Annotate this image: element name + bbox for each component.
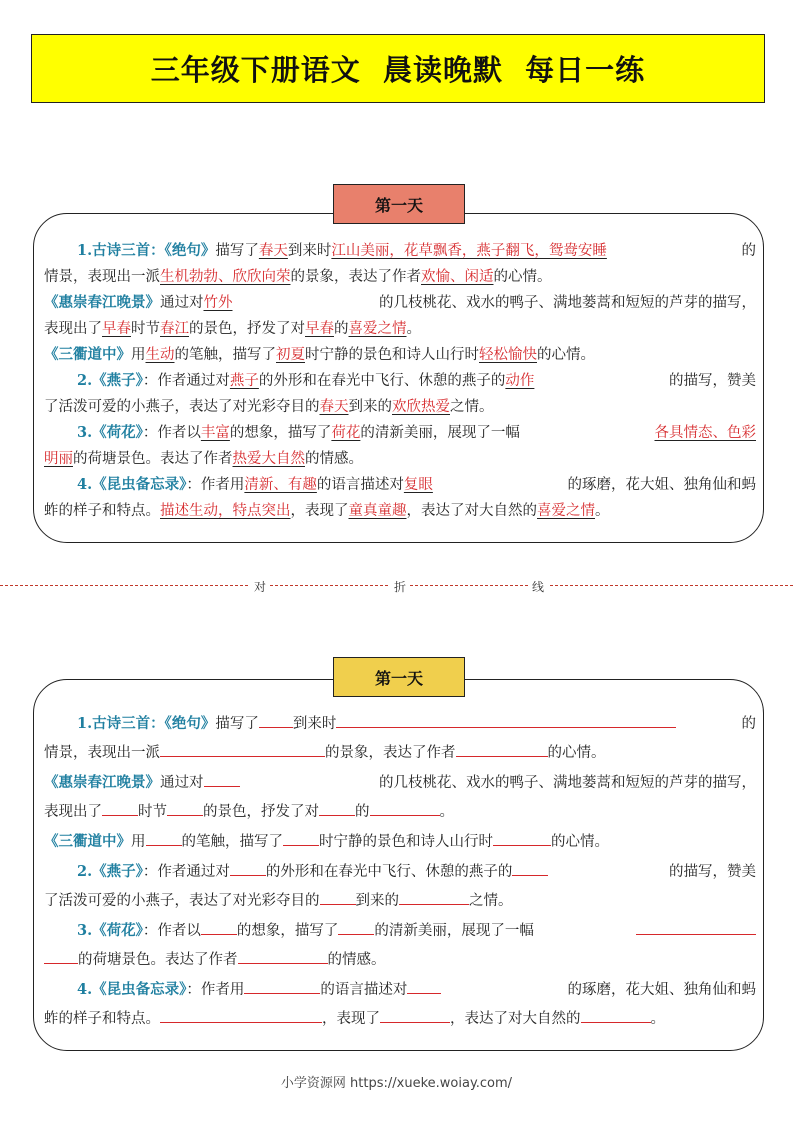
fill-blank[interactable]	[338, 919, 374, 935]
answer-line-3: 《惠崇春江晚景》通过对竹外 的几枝桃花、戏水的鸭子、满地蒌蒿和短短的芦芽的描写，	[44, 294, 756, 311]
practice-line-9: 的荷塘景色。表达了作者 的情感。	[44, 946, 756, 976]
poem-heading: 《惠崇春江晚景》	[44, 774, 160, 792]
fill-blank[interactable]	[146, 830, 182, 846]
fill-blank[interactable]	[201, 919, 237, 935]
answer-blank: 早春	[102, 321, 131, 337]
fill-blank[interactable]	[512, 860, 548, 876]
answer-blank: 喜爱之情	[537, 503, 595, 519]
answer-blank: 竹外	[203, 295, 233, 311]
practice-line-3: 《惠崇春江晚景》通过对 的几枝桃花、戏水的鸭子、满地蒌蒿和短短的芦芽的描写，	[44, 768, 756, 798]
fold-label: 折	[390, 578, 410, 595]
answer-blank: 欢愉、闲适	[421, 269, 494, 285]
practice-line-6: 2.《燕子》：作者通过对 的外形和在春光中飞行、休憩的燕子的 的描写，赞美	[44, 857, 756, 887]
answer-blank: 春天	[319, 399, 349, 415]
poem-heading: 《三衢道中》	[44, 346, 131, 363]
fill-blank[interactable]	[244, 978, 320, 994]
fill-blank[interactable]	[320, 889, 356, 905]
practice-line-1: 1.古诗三首：《绝句》描写了 到来时 的	[44, 709, 756, 739]
fill-blank[interactable]	[204, 771, 240, 787]
item-number: 2.	[77, 862, 93, 880]
item-number: 1.	[77, 242, 93, 259]
answer-blank: 生动	[145, 347, 175, 363]
practice-line-8: 3.《荷花》：作者以 的想象，描写了 的清新美丽，展现了一幅	[44, 916, 756, 946]
fill-blank[interactable]	[160, 741, 325, 757]
fold-label: 线	[528, 578, 548, 595]
answer-blank: 清新、有趣	[244, 477, 317, 493]
day-label-answer: 第一天	[333, 184, 465, 224]
poem-heading: 《燕子》	[92, 862, 143, 880]
answer-blank: 复眼	[403, 477, 433, 493]
answer-blank: 描述生动，特点突出	[160, 503, 291, 519]
answer-line-7: 了活泼可爱的小燕子，表达了对光彩夺目的 春天 到来的 欢欣热爱 之情。	[44, 394, 756, 420]
fill-blank[interactable]	[456, 741, 548, 757]
fill-blank[interactable]	[319, 800, 355, 816]
answer-line-5: 《三衢道中》 用 生动 的笔触，描写了 初夏 时宁静的景色和诗人山行时 轻松愉快 的心情。	[44, 342, 756, 368]
answer-blank: 早春	[305, 321, 334, 337]
answer-line-2: 情景，表现出一派 生机勃勃、欣欣向荣 的景象，表达了作者 欢愉、闲适 的心情。	[44, 264, 756, 290]
fill-blank[interactable]	[160, 1007, 322, 1023]
answer-blank: 欢欣热爱	[392, 399, 450, 415]
poem-heading: 古诗三首：《绝句》	[92, 242, 216, 259]
answer-blank: 燕子	[229, 373, 259, 389]
poem-heading: 《荷花》	[92, 424, 143, 441]
item-number: 3.	[77, 922, 93, 940]
answer-line-11: 蚱的样子和特点。 描述生动，特点突出 ，表现了 童真童趣 ，表达了对大自然的 喜爱之情 。	[44, 498, 756, 524]
poem-heading: 《荷花》	[92, 922, 143, 940]
practice-line-2: 情景，表现出一派 的景象，表达了作者 的心情。	[44, 739, 756, 769]
fill-blank[interactable]	[636, 919, 756, 935]
footer-source: 小学资源网 https://xueke.woiay.com/	[280, 1076, 513, 1091]
answer-blank: 各具情态、色彩	[654, 425, 756, 441]
practice-line-10: 4.《昆虫备忘录》：作者用 的语言描述对 的琢磨，花大姐、独角仙和蚂	[44, 975, 756, 1005]
answer-blank: 荷花	[331, 425, 361, 441]
practice-line-11: 蚱的样子和特点。 ，表现了 ，表达了对大自然的 。	[44, 1005, 756, 1035]
poem-heading: 《三衢道中》	[44, 833, 131, 851]
answer-blank: 春天	[258, 243, 288, 259]
answer-blank: 动作	[505, 373, 535, 389]
answer-blank: 江山美丽，花草飘香，燕子翻飞，鸳鸯安睡	[331, 243, 607, 259]
fill-blank[interactable]	[238, 948, 328, 964]
page-title-banner	[31, 34, 765, 103]
poem-heading: 《燕子》	[92, 372, 143, 389]
answer-line-4: 表现出了 早春 时节 春江 的景色，抒发了对 早春 的 喜爱之情 。	[44, 316, 756, 342]
answer-line-9: 明丽 的荷塘景色。表达了作者 热爱大自然 的情感。	[44, 446, 756, 472]
item-number: 3.	[77, 424, 93, 441]
fill-blank[interactable]	[370, 800, 440, 816]
fill-blank[interactable]	[380, 1007, 450, 1023]
answer-line-10: 4.《昆虫备忘录》：作者用清新、有趣的语言描述对复眼 的琢磨，花大姐、独角仙和蚂	[77, 476, 756, 493]
answer-blank: 生机勃勃、欣欣向荣	[160, 269, 291, 285]
fill-blank[interactable]	[283, 830, 319, 846]
answer-line-6: 2.《燕子》：作者通过对燕子的外形和在春光中飞行、休憩的燕子的动作 的描写，赞美	[77, 372, 756, 389]
answer-blank: 春江	[160, 321, 189, 337]
day-label-practice: 第一天	[333, 657, 465, 697]
answer-blank: 童真童趣	[348, 503, 407, 519]
answer-blank: 喜爱之情	[348, 321, 407, 337]
page-title: 三年级下册语文 晨读晚默 每日一练	[150, 53, 646, 87]
answer-line-8: 3.《荷花》：作者以丰富的想象，描写了荷花的清新美丽，展现了一幅 各具情态、色彩	[44, 420, 756, 446]
practice-line-4: 表现出了 时节 的景色，抒发了对 的 。	[44, 798, 756, 828]
answer-line-1: 1.古诗三首：《绝句》描写了春天到来时江山美丽，花草飘香，燕子翻飞，鸳鸯安睡 的	[77, 242, 756, 259]
item-number: 2.	[77, 372, 93, 389]
fill-blank[interactable]	[493, 830, 551, 846]
item-number: 4.	[77, 981, 93, 999]
fill-blank[interactable]	[102, 800, 138, 816]
practice-line-5: 《三衢道中》 用 的笔触，描写了 时宁静的景色和诗人山行时 的心情。	[44, 827, 756, 857]
poem-heading: 古诗三首：《绝句》	[92, 715, 216, 732]
item-number: 4.	[77, 476, 93, 493]
practice-text	[44, 709, 756, 1035]
poem-heading: 《惠崇春江晚景》	[44, 294, 160, 311]
poem-heading: 《昆虫备忘录》	[92, 981, 187, 999]
answer-text	[44, 238, 756, 524]
answer-blank: 明丽	[44, 451, 73, 467]
fill-blank[interactable]	[399, 889, 469, 905]
answer-blank: 轻松愉快	[479, 347, 537, 363]
fill-blank[interactable]	[259, 712, 293, 728]
answer-blank: 热爱大自然	[232, 451, 305, 467]
fill-blank[interactable]	[44, 948, 78, 964]
fill-blank[interactable]	[407, 978, 441, 994]
fill-blank[interactable]	[230, 860, 266, 876]
practice-line-7: 了活泼可爱的小燕子，表达了对光彩夺目的 到来的 之情。	[44, 887, 756, 917]
answer-blank: 丰富	[200, 425, 230, 441]
fold-label: 对	[250, 578, 270, 595]
poem-heading: 《昆虫备忘录》	[92, 476, 187, 493]
fill-blank[interactable]	[336, 712, 676, 728]
answer-blank: 初夏	[276, 347, 305, 363]
fill-blank[interactable]	[167, 800, 203, 816]
fill-blank[interactable]	[581, 1007, 651, 1023]
item-number: 1.	[77, 715, 93, 732]
